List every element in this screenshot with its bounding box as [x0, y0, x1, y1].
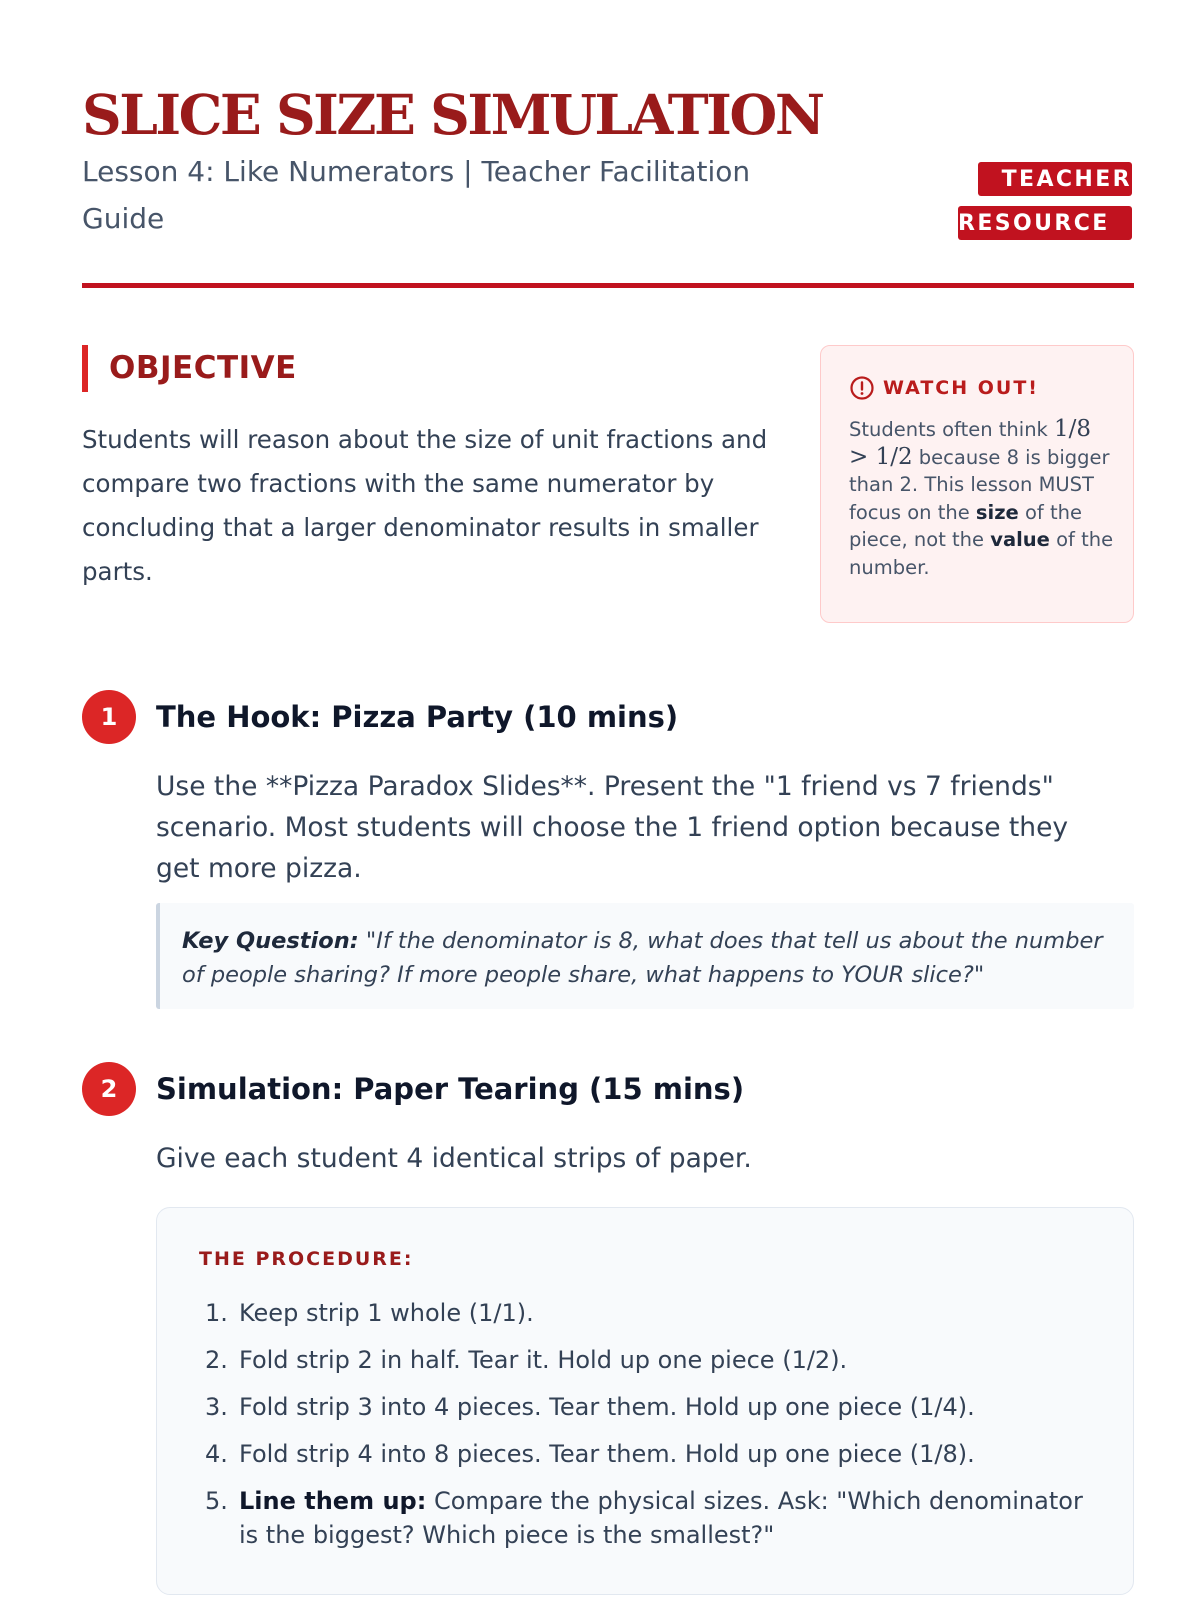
procedure-item-number: 2.: [205, 1346, 228, 1374]
procedure-item-text: Compare the physical sizes. Ask: "Which denominator is the biggest? Which piece is the smallest?": [239, 1487, 1083, 1549]
procedure-item: [205, 1437, 1105, 1471]
key-question-text: "If the denominator is 8, what does that tell us about the number of people sharing? If more people share, what happens to YOUR slice?": [182, 928, 1103, 988]
procedure-item-number: 5.: [205, 1487, 228, 1515]
procedure-item: [205, 1343, 1105, 1377]
watch-out-bold-value: value: [990, 528, 1050, 551]
procedure-item-text: Fold strip 3 into 4 pieces. Tear them. Hold up one piece (1/4).: [239, 1393, 975, 1421]
procedure-item-text: Fold strip 2 in half. Tear it. Hold up one piece (1/2).: [239, 1346, 848, 1374]
procedure-box: [156, 1207, 1134, 1595]
teacher-resource-badge: [958, 162, 1132, 244]
key-question-box: [156, 903, 1134, 1009]
watch-out-callout: [820, 345, 1134, 623]
objective-text: Students will reason about the size of unit fractions and compare two fractions with the same numerator by concluding that a larger denominator results in smaller parts.: [82, 425, 768, 586]
badge-line-1: TEACHER: [978, 162, 1132, 196]
badge-line-2: RESOURCE: [958, 206, 1132, 240]
page-title: SLICE SIZE SIMULATION: [82, 82, 823, 147]
procedure-item: [205, 1390, 1105, 1424]
watch-out-text: [849, 416, 1115, 581]
watch-out-bold-size: size: [975, 500, 1019, 524]
objective-heading: OBJECTIVE: [109, 350, 297, 386]
watch-out-math-2: > 1/2: [849, 443, 913, 470]
step-2-number-badge: 2: [82, 1062, 136, 1116]
procedure-item: [205, 1296, 1105, 1330]
watch-out-text-3: because 8 is bigger than 2. This lesson MUST focus on the: [849, 445, 1110, 524]
procedure-item-bold: Line them up:: [239, 1487, 427, 1515]
watch-out-text-1: Students often think: [849, 418, 1055, 441]
header-divider: [82, 283, 1134, 288]
watch-out-text-4: of the piece, not the: [849, 500, 1082, 551]
page-subtitle: Lesson 4: Like Numerators | Teacher Facilitation Guide: [82, 155, 751, 235]
step-1-title: The Hook: Pizza Party (10 mins): [156, 700, 679, 734]
watch-out-math-1: 1/8: [1054, 416, 1092, 442]
procedure-item-number: 1.: [205, 1299, 228, 1327]
key-question-label: Key Question:: [182, 928, 359, 954]
procedure-item-number: 3.: [205, 1393, 228, 1421]
procedure-label: THE PROCEDURE:: [199, 1248, 414, 1270]
watch-out-text-5: of the number.: [849, 528, 1114, 579]
procedure-item-number: 4.: [205, 1440, 228, 1468]
procedure-item-text: Fold strip 4 into 8 pieces. Tear them. Hold up one piece (1/8).: [239, 1440, 975, 1468]
step-1-text: Use the **Pizza Paradox Slides**. Present the "1 friend vs 7 friends" scenario. Most students will choose the 1 friend option because they get more pizza.: [156, 771, 1069, 884]
watch-out-label: WATCH OUT!: [883, 377, 1039, 399]
procedure-item: [205, 1484, 1105, 1552]
step-2-text: Give each student 4 identical strips of paper.: [156, 1143, 752, 1174]
step-2-title: Simulation: Paper Tearing (15 mins): [156, 1072, 745, 1106]
procedure-list: [205, 1296, 1105, 1565]
objective-accent-bar: [82, 345, 88, 392]
step-1-number-badge: 1: [82, 690, 136, 744]
watch-out-header: [849, 374, 1039, 402]
procedure-item-text: Keep strip 1 whole (1/1).: [239, 1299, 534, 1327]
alert-circle-icon: [849, 375, 875, 401]
